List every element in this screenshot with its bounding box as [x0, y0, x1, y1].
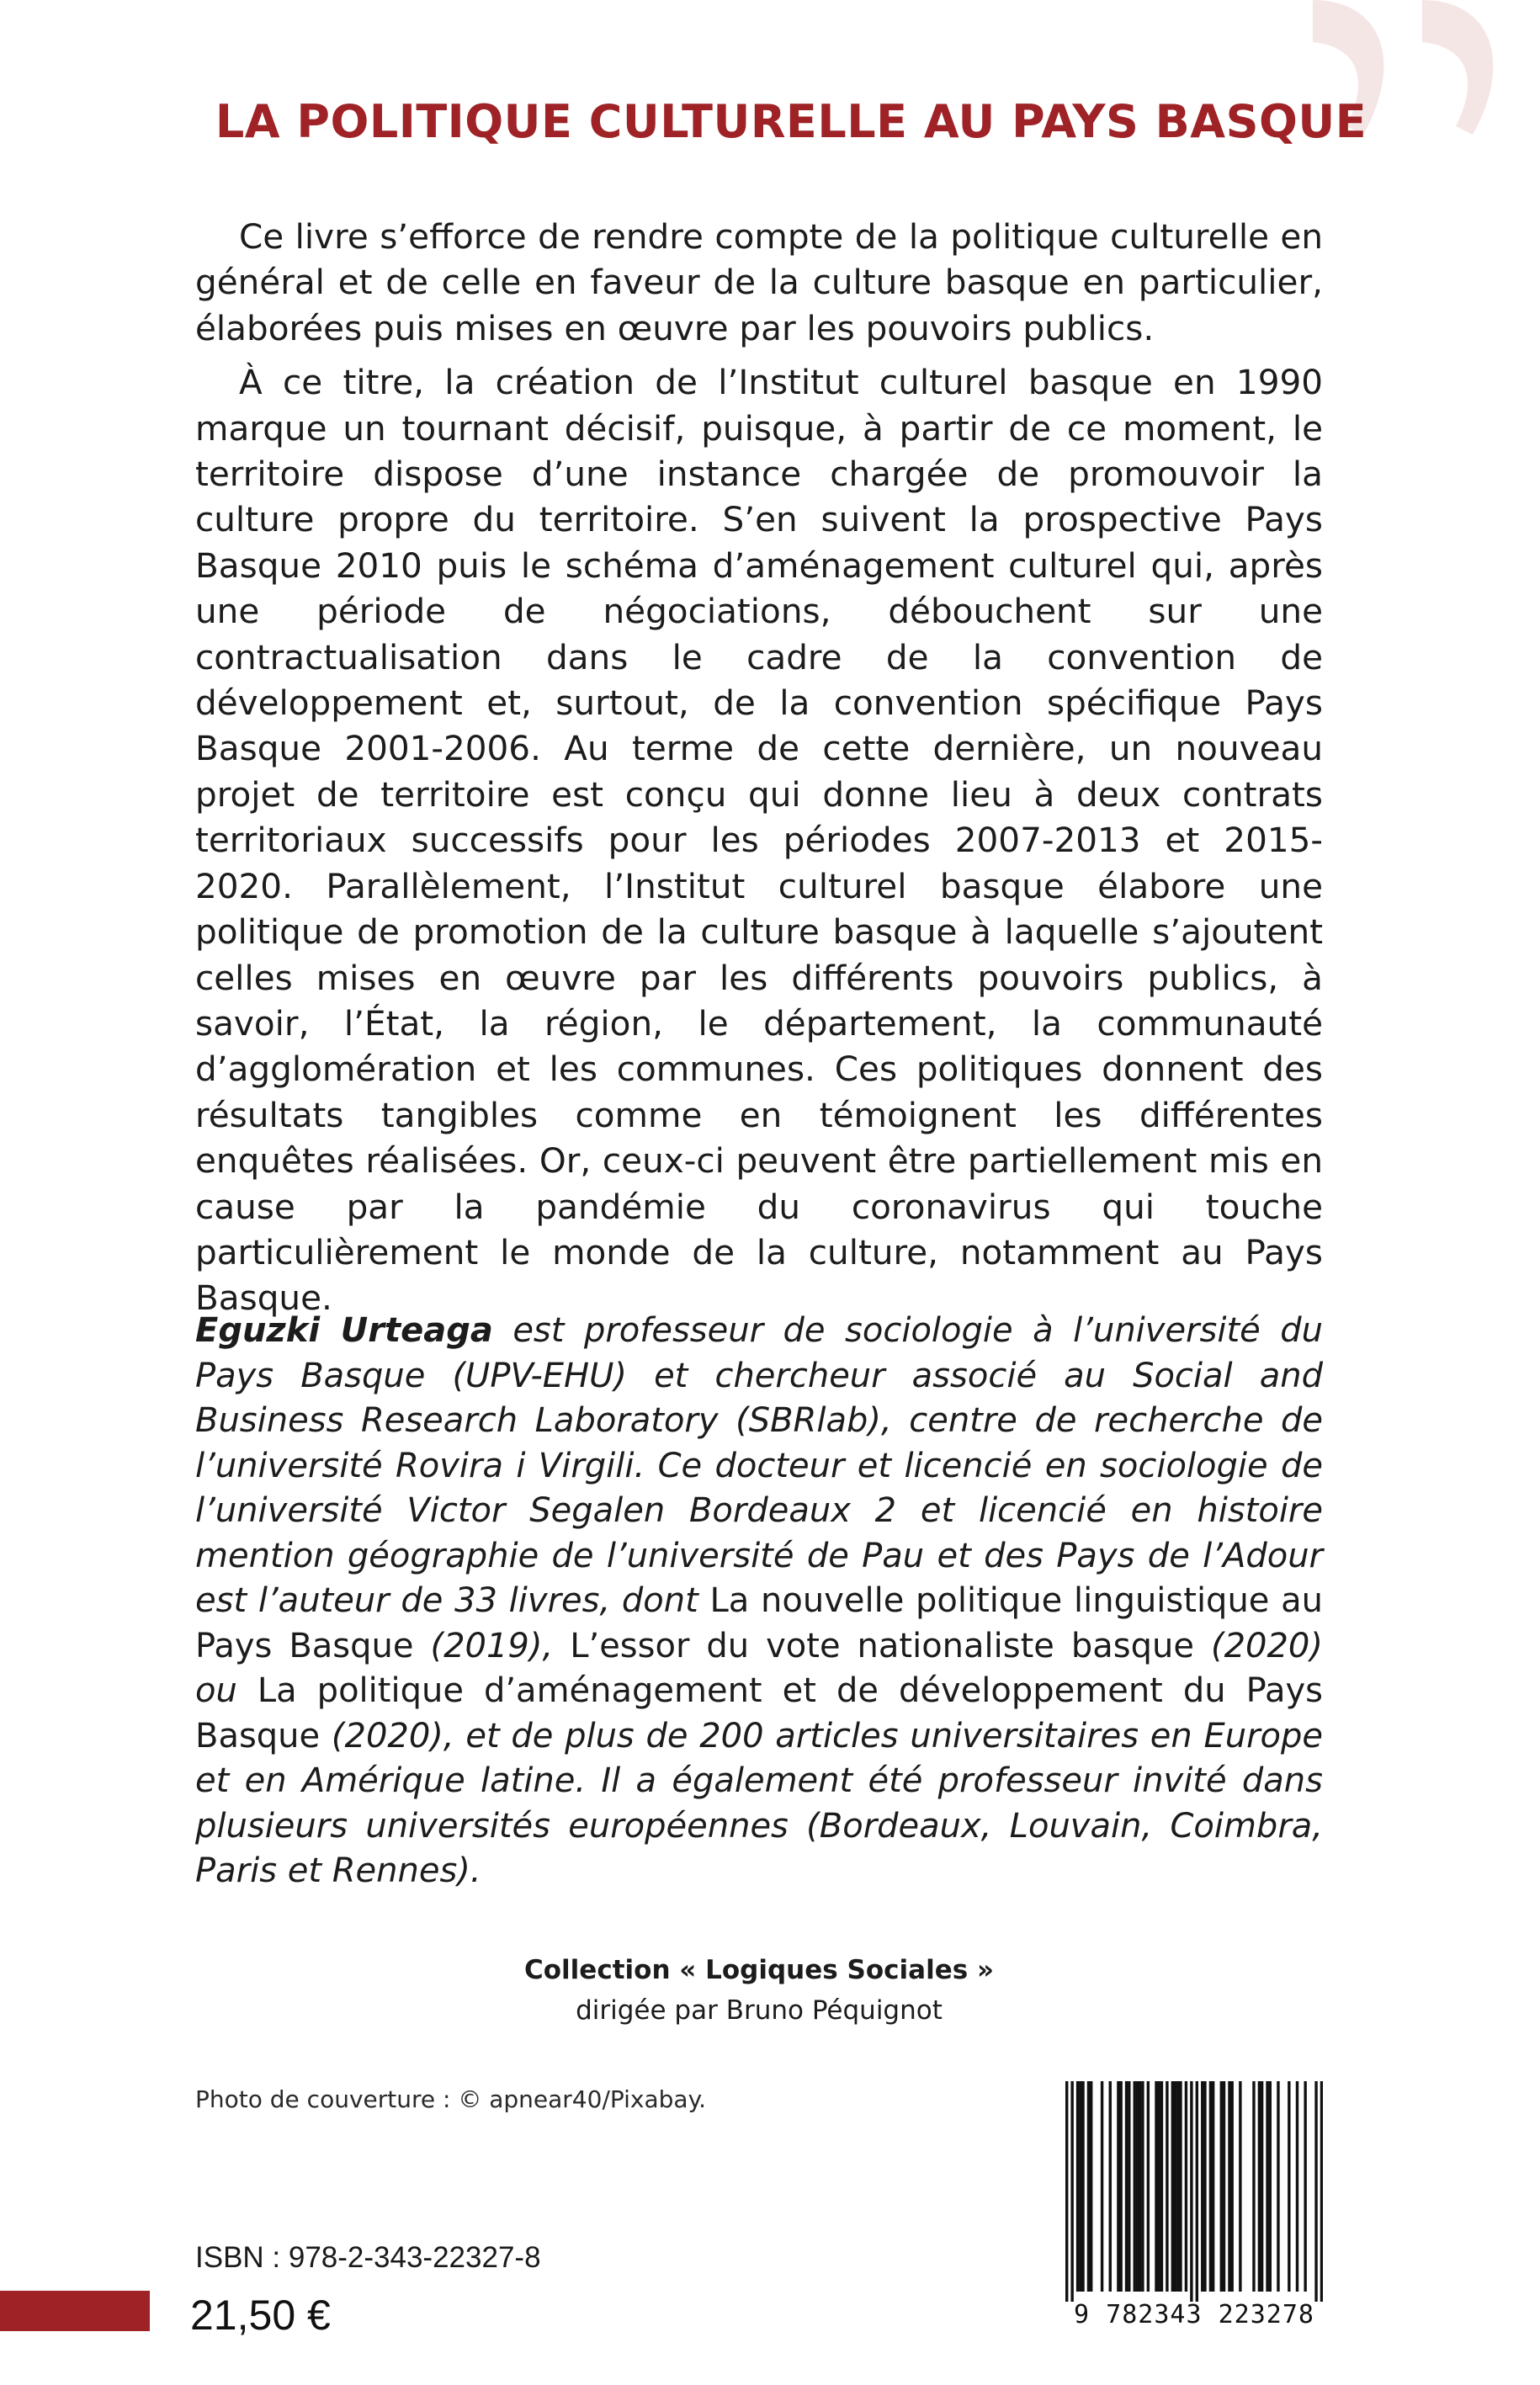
barcode-bar [1179, 2081, 1182, 2292]
barcode-bar [1258, 2081, 1261, 2292]
barcode [1065, 2081, 1323, 2334]
barcode-bar [1212, 2081, 1214, 2292]
collection-director: dirigée par Bruno Péquignot [576, 1995, 943, 2026]
barcode-bar [1076, 2081, 1079, 2292]
barcode-bar [1141, 2081, 1144, 2292]
book-summary [195, 214, 1323, 1330]
barcode-bar [1190, 2081, 1192, 2302]
barcode-bar [1230, 2081, 1233, 2292]
summary-paragraph: À ce titre, la création de l’Institut culturel basque en 1990 marque un tournant décisif, puisque, à partir de ce moment, le territoire dispose d’une instance chargée de promouvoir la culture propre du territoire. S’en suivent la prospective Pays Basque 2010 puis le schéma d’aménagement culturel qui, après une période de négociations, débouchent sur une contractualisation dans le cadre de la convention de développement et, surtout, de la convention spécifique Pays Basque 2001-2006. Au terme de cette dernière, un nouveau projet de territoire est conçu qui donne lieu à deux contrats territoriaux successifs pour les périodes 2007-2013 et 2015-2020. Parallèlement, l’Institut culturel basque élabore une politique de promotion de la culture basque à laquelle s’ajoutent celles mises en œuvre par les différents pouvoirs publics, à savoir, l’État, la région, le département, la communauté d’agglomération et les communes. Ces politiques donnent des résultats tangibles comme en témoignent les différentes enquêtes réalisées. Or, ceux-ci peuvent être partiellement mis en cause par la pandémie du coronavirus qui touche particulièrement le monde de la culture, notamment au Pays Basque. [195, 362, 1323, 1319]
barcode-bar [1296, 2081, 1298, 2292]
price: 21,50 € [190, 2292, 331, 2339]
barcode-bar [1147, 2081, 1150, 2292]
barcode-bar [1139, 2081, 1141, 2292]
barcode-bar [1176, 2081, 1179, 2292]
barcode-bar [1070, 2081, 1073, 2302]
barcode-bar [1223, 2081, 1225, 2292]
barcode-bar [1220, 2081, 1223, 2292]
barcode-bar [1117, 2081, 1119, 2292]
barcode-bar [1158, 2081, 1160, 2292]
barcode-bar [1252, 2081, 1255, 2292]
book-reference: L’essor du vote nationaliste basque [570, 1626, 1194, 1665]
barcode-bar [1228, 2081, 1230, 2292]
barcode-bar [1201, 2081, 1203, 2292]
barcode-bar [1185, 2081, 1187, 2292]
summary-paragraph: Ce livre s’efforce de rendre compte de la politique culturelle en général et de celle en faveur de la culture basque en particulier, élaborées puis mises en œuvre par les pouvoirs publics. [195, 216, 1323, 348]
barcode-bar [1090, 2081, 1092, 2292]
barcode-bar [1166, 2081, 1168, 2292]
photo-credit: Photo de couverture : © apnear40/Pixabay. [195, 2085, 707, 2113]
barcode-bar [1320, 2081, 1323, 2302]
barcode-bar [1314, 2081, 1317, 2302]
barcode-bars [1065, 2081, 1323, 2302]
collection-name: Collection « Logiques Sociales » [524, 1955, 994, 1985]
barcode-bar [1277, 2081, 1279, 2292]
barcode-bar [1125, 2081, 1128, 2292]
barcode-bar [1136, 2081, 1139, 2292]
barcode-bar [1266, 2081, 1268, 2292]
barcode-bar [1155, 2081, 1157, 2292]
barcode-bar [1239, 2081, 1241, 2292]
barcode-bar [1109, 2081, 1112, 2292]
isbn: ISBN : 978-2-343-22327-8 [195, 2241, 541, 2274]
barcode-digits: 9 782343 223278 [1074, 2300, 1314, 2329]
barcode-bar [1288, 2081, 1290, 2292]
barcode-bar [1174, 2081, 1176, 2292]
accent-bar [0, 2291, 150, 2331]
barcode-bar [1196, 2081, 1198, 2302]
barcode-bar [1079, 2081, 1081, 2292]
author-name: Eguzki Urteaga [195, 1311, 493, 1350]
barcode-bar [1209, 2081, 1212, 2292]
collection-info [195, 1950, 1323, 2031]
book-title: LA POLITIQUE CULTURELLE AU PAYS BASQUE [215, 95, 1367, 148]
barcode-bar [1134, 2081, 1136, 2292]
barcode-bar [1160, 2081, 1163, 2292]
barcode-bar [1087, 2081, 1090, 2292]
book-reference: La nouvelle politique linguistique au Pays Basque [195, 1581, 1323, 1665]
barcode-bar [1128, 2081, 1130, 2292]
book-reference: La politique d’aménagement et de développement du Pays Basque [195, 1671, 1323, 1756]
author-biography: Eguzki Urteaga est professeur de sociologie à l’université du Pays Basque (UPV-EHU) et chercheur associé au Social and Business Research Laboratory (SBRlab), centre de recherche de l’université Rovira i Virgili. Ce docteur et licencié en sociologie de l’université Victor Segalen Bordeaux 2 et licencié en histoire mention géographie de l’université de Pau et des Pays de l’Adour est l’auteur de 33 livres, dont La nouvelle politique linguistique au Pays Basque (2019), L’essor du vote nationaliste basque (2020) ou La politique d’aménagement et de développement du Pays Basque (2020), et de plus de 200 articles universitaires en Europe et en Amérique latine. Il a également été professeur invité dans plusieurs universités européennes (Bordeaux, Louvain, Coimbra, Paris et Rennes). [195, 1311, 1323, 1890]
barcode-bar [1065, 2081, 1068, 2302]
barcode-bar [1119, 2081, 1122, 2292]
barcode-bar [1261, 2081, 1263, 2292]
barcode-bar [1171, 2081, 1174, 2292]
barcode-bar [1269, 2081, 1272, 2292]
barcode-bar [1081, 2081, 1084, 2292]
barcode-bar [1304, 2081, 1306, 2292]
barcode-bar [1203, 2081, 1206, 2292]
barcode-bar [1101, 2081, 1103, 2292]
